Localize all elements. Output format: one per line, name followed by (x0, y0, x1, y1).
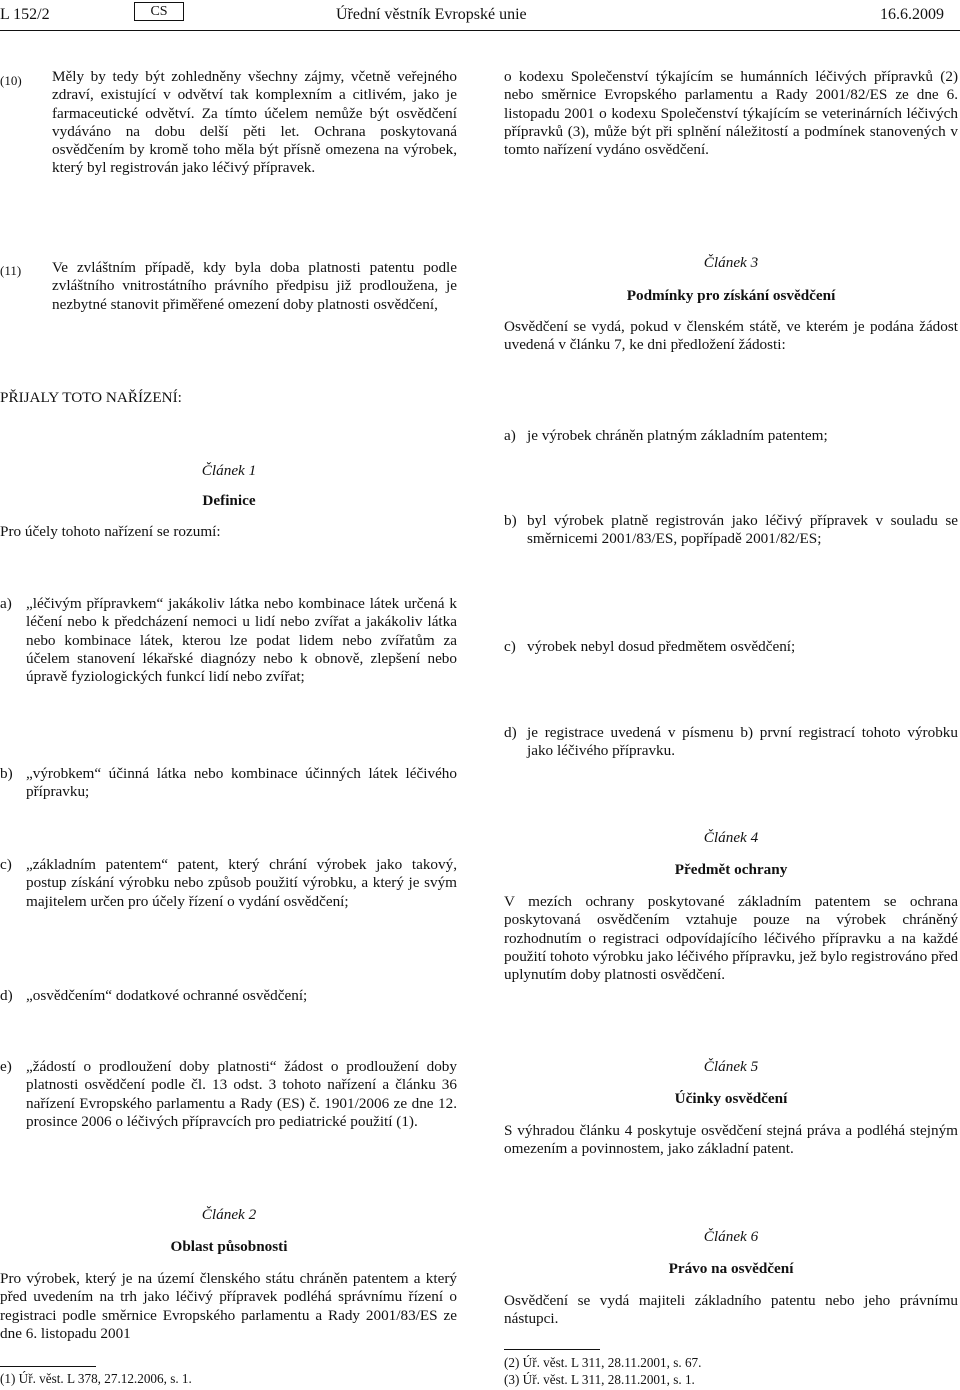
definition-c: „základním patentem“ patent, který chrání výrobek jako takový, postup získání výrobku nebo způsob použití výrobku, a který je svým majitelem určen pro účely řízení o vydání osvědčení; (26, 856, 457, 910)
recital-number: (11) (0, 263, 22, 278)
definition-e: „žádostí o prodloužení doby platnosti“ žádost o prodloužení doby platnosti osvědčení podle čl. 13 odst. 3 tohoto nařízení a článku 36 nařízení Evropského parlamentu a Rady (ES) č. 1901/2006 ze dne 12. prosince 2006 o léčivých přípravcích pro pediatrické použití (1). (26, 1058, 457, 1130)
footnote-3: (3) Úř. věst. L 311, 28.11.2001, s. 1. (504, 1372, 695, 1387)
footnote-rule (504, 1349, 600, 1350)
article-6-text: Osvědčení se vydá majiteli základního patentu nebo jeho právnímu nástupci. (504, 1292, 958, 1328)
definition-a: „léčivým přípravkem“ jakákoliv látka nebo kombinace látek určená k léčení nebo k předcházení nemoci u lidí nebo zvířat a jakákoliv látka nebo kombinace látek, kterou lze podat lidem nebo zvířatům za účelem stanovení lékařské diagnózy nebo k obnově, zlepšení nebo úpravě fyziologických funkcí lidí nebo zvířat; (26, 595, 457, 686)
journal-title: Úřední věstník Evropské unie (336, 6, 527, 23)
footnote-1: (1) Úř. věst. L 378, 27.12.2006, s. 1. (0, 1371, 192, 1386)
article-2-heading: Oblast působnosti (170, 1238, 288, 1255)
article-5-heading: Účinky osvědčení (674, 1090, 788, 1107)
article-3-heading: Podmínky pro získání osvědčení (626, 287, 836, 304)
article-4-title: Článek 4 (703, 829, 759, 846)
header-rule (0, 30, 960, 31)
condition-c: výrobek nebyl dosud předmětem osvědčení; (527, 638, 796, 655)
definition-d: „osvědčením“ dodatkové ochranné osvědčení; (26, 987, 308, 1004)
footnote-rule (0, 1366, 96, 1367)
article-2-title: Článek 2 (201, 1206, 257, 1223)
language-badge: CS (134, 2, 184, 21)
article-2-text: Pro výrobek, který je na území členského státu chráněn patentem a který před uvedením na trh jako léčivý přípravek podléhá správnímu řízení o registraci podle směrnice Evropského parlamentu a Rady 2001/83/ES ze dne 6. listopadu 2001 (0, 1270, 457, 1342)
article-6-heading: Právo na osvědčení (668, 1260, 794, 1277)
article-4-text: V mezích ochrany poskytované základním patentem se ochrana poskytovaná osvědčením vztahuje pouze na výrobek chráněný rozhodnutím o registraci odpovídajícího léčivého přípravku a na každé použití tohoto výrobku jako léčivého přípravku, jež bylo registrováno před uplynutím doby platnosti osvědčení. (504, 893, 958, 984)
recital-11: Ve zvláštním případě, kdy byla doba platnosti patentu podle zvláštního vnitrostátního právního předpisu již prodloužena, je nezbytné stanovit přiměřené omezení doby platnosti osvědčení, (52, 259, 457, 313)
item-label: c) (0, 856, 12, 873)
item-label: d) (0, 987, 13, 1004)
condition-d: je registrace uvedená v písmenu b) první registrací tohoto výrobku jako léčivého přípravku. (527, 724, 958, 760)
condition-a: je výrobek chráněn platným základním patentem; (527, 427, 828, 444)
article-1-heading: Definice (202, 492, 256, 509)
article-1-intro: Pro účely tohoto nařízení se rozumí: (0, 523, 221, 540)
recital-10: Měly by tedy být zohledněny všechny zájmy, včetně veřejného zdraví, existující v odvětví tak komplexním a citlivém, jako je farmaceutické odvětví. Za tímto účelem nemůže být osvědčení vydáváno na dobu delší pěti let. Ochrana poskytovaná osvědčením by kromě toho měla být přísně omezena na výrobek, který byl registrován jako léčivý přípravek. (52, 68, 457, 177)
page-reference: L 152/2 (0, 6, 50, 23)
adoption-formula: PŘIJALY TOTO NAŘÍZENÍ: (0, 389, 182, 406)
article-5-title: Článek 5 (703, 1058, 759, 1075)
recital-number: (10) (0, 73, 22, 88)
condition-b: byl výrobek platně registrován jako léčivý přípravek v souladu se směrnicemi 2001/83/ES, popřípadě 2001/82/ES; (527, 512, 958, 548)
article-6-title: Článek 6 (703, 1228, 759, 1245)
article-4-heading: Předmět ochrany (674, 861, 788, 878)
item-label: e) (0, 1058, 12, 1075)
article-1-title: Článek 1 (201, 462, 257, 479)
article-5-text: S výhradou článku 4 poskytuje osvědčení stejná práva a podléhá stejným omezením a povinnostem, jako základní patent. (504, 1122, 958, 1158)
article-3-title: Článek 3 (703, 254, 759, 271)
item-label: c) (504, 638, 516, 655)
item-label: b) (504, 512, 517, 529)
publication-date: 16.6.2009 (880, 6, 944, 23)
footnote-2: (2) Úř. věst. L 311, 28.11.2001, s. 67. (504, 1355, 702, 1370)
article-3-intro: Osvědčení se vydá, pokud v členském státě, ve kterém je podána žádost uvedená v článku 7, ke dni předložení žádosti: (504, 318, 958, 354)
item-label: d) (504, 724, 517, 741)
item-label: a) (0, 595, 12, 612)
article-2-continuation: o kodexu Společenství týkajícím se humánních léčivých přípravků (2) nebo směrnice Evropského parlamentu a Rady 2001/82/ES ze dne 6. listopadu 2001 o kodexu Společenství týkajícím se veterinárních léčivých přípravků (3), může být při splnění náležitostí a podmínek stanovených v tomto nařízení vydáno osvědčení. (504, 68, 958, 159)
item-label: b) (0, 765, 13, 782)
item-label: a) (504, 427, 516, 444)
definition-b: „výrobkem“ účinná látka nebo kombinace účinných látek léčivého přípravku; (26, 765, 457, 801)
